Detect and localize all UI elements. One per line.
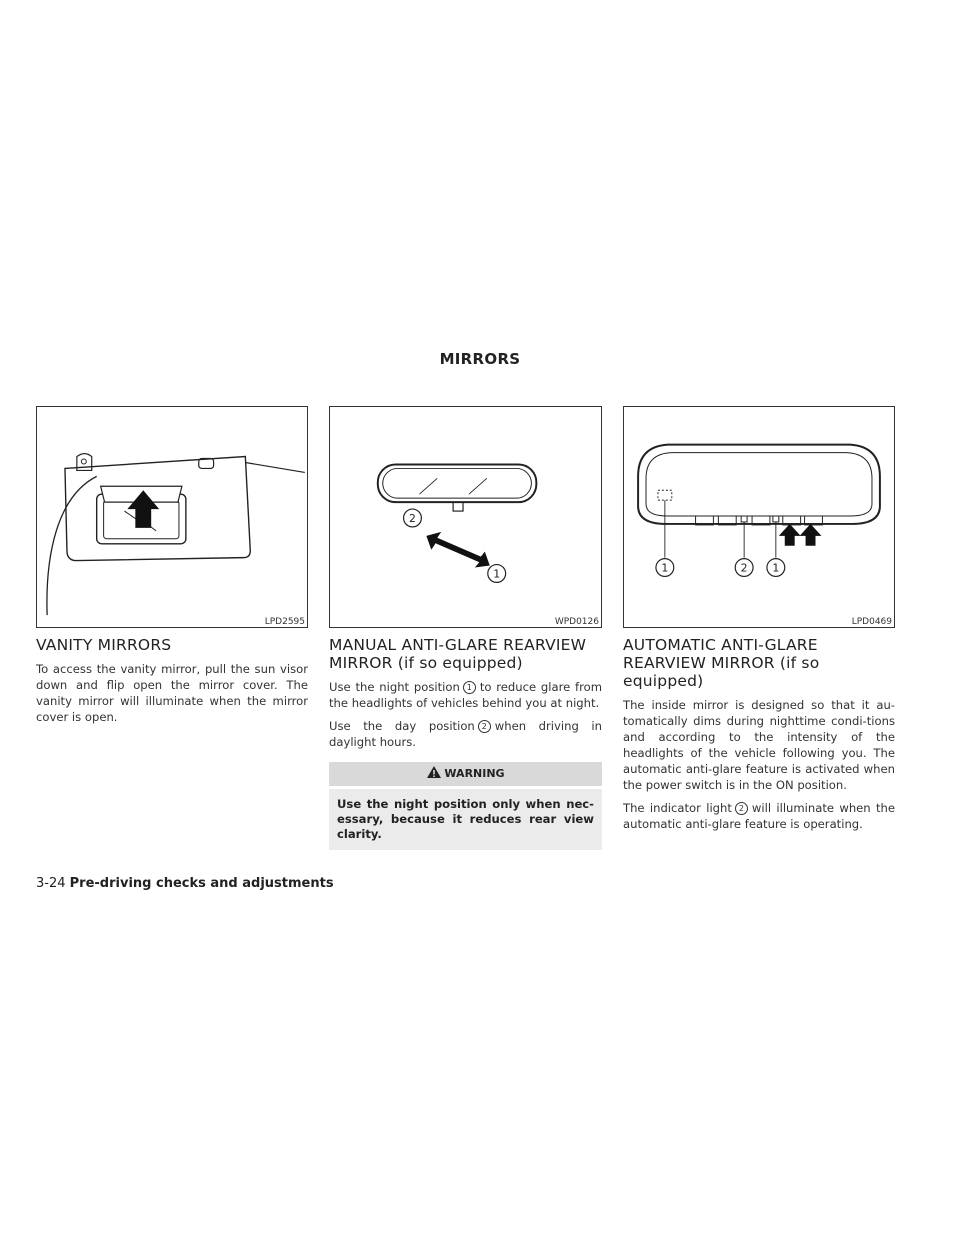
heading-automatic: AUTOMATIC ANTI-GLARE REARVIEW MIRROR (if so equipped) — [623, 636, 820, 690]
heading-vanity: VANITY MIRRORS — [36, 636, 172, 654]
warning-header — [329, 762, 602, 786]
ref-circle-2: 2 — [735, 802, 748, 815]
column-automatic — [623, 636, 895, 839]
vanity-mirror-illustration — [37, 407, 307, 627]
automatic-mirror-illustration — [624, 407, 894, 627]
ref-circle-2: 2 — [478, 720, 491, 733]
vanity-body: To access the vanity mirror, pull the sun visor down and flip open the mirror cover. The vanity mirror will illuminate when the mirror cover is open. — [36, 662, 308, 724]
callout-1: 1 — [661, 561, 669, 575]
figure-id: WPD0126 — [554, 617, 599, 627]
warning-text: Use the night position only when nec-essary, because it reduces rear view clarity. — [329, 789, 602, 850]
figure-id: LPD0469 — [851, 617, 892, 627]
ref-circle-1: 1 — [463, 681, 476, 694]
column-manual — [329, 636, 602, 850]
warning-icon — [426, 765, 442, 779]
column-vanity — [36, 636, 308, 732]
figure-id: LPD2595 — [264, 617, 305, 627]
figure-vanity-mirror — [36, 406, 308, 628]
figure-manual-mirror — [329, 406, 602, 628]
manual-night: Use the night position 1 to reduce glare from the headlights of vehicles behind you at night. — [329, 680, 602, 710]
manual-day: Use the day position 2 when driving in daylight hours. — [329, 719, 602, 749]
callout-2: 2 — [409, 511, 416, 525]
callout-1b: 1 — [772, 561, 780, 575]
figure-automatic-mirror — [623, 406, 895, 628]
page-footer — [36, 876, 334, 891]
warning-title: WARNING — [444, 767, 505, 780]
automatic-body: The inside mirror is designed so that it au-tomatically dims during nighttime condi-tions and according to the intensity of the headlights of the vehicle following you. The automatic anti-glare feature is activated when the power switch is in the ON position. — [623, 698, 895, 792]
chapter-title: Pre-driving checks and adjustments — [69, 876, 334, 891]
callout-1: 1 — [493, 567, 501, 581]
section-title: MIRRORS — [439, 350, 521, 368]
page-number: 3-24 — [36, 876, 66, 891]
automatic-indicator: The indicator light 2 will illuminate when the automatic anti-glare feature is operating. — [623, 801, 895, 831]
heading-manual: MANUAL ANTI-GLARE REARVIEW MIRROR (if so equipped) — [329, 636, 587, 672]
callout-2: 2 — [740, 561, 748, 575]
manual-mirror-illustration — [330, 407, 601, 627]
